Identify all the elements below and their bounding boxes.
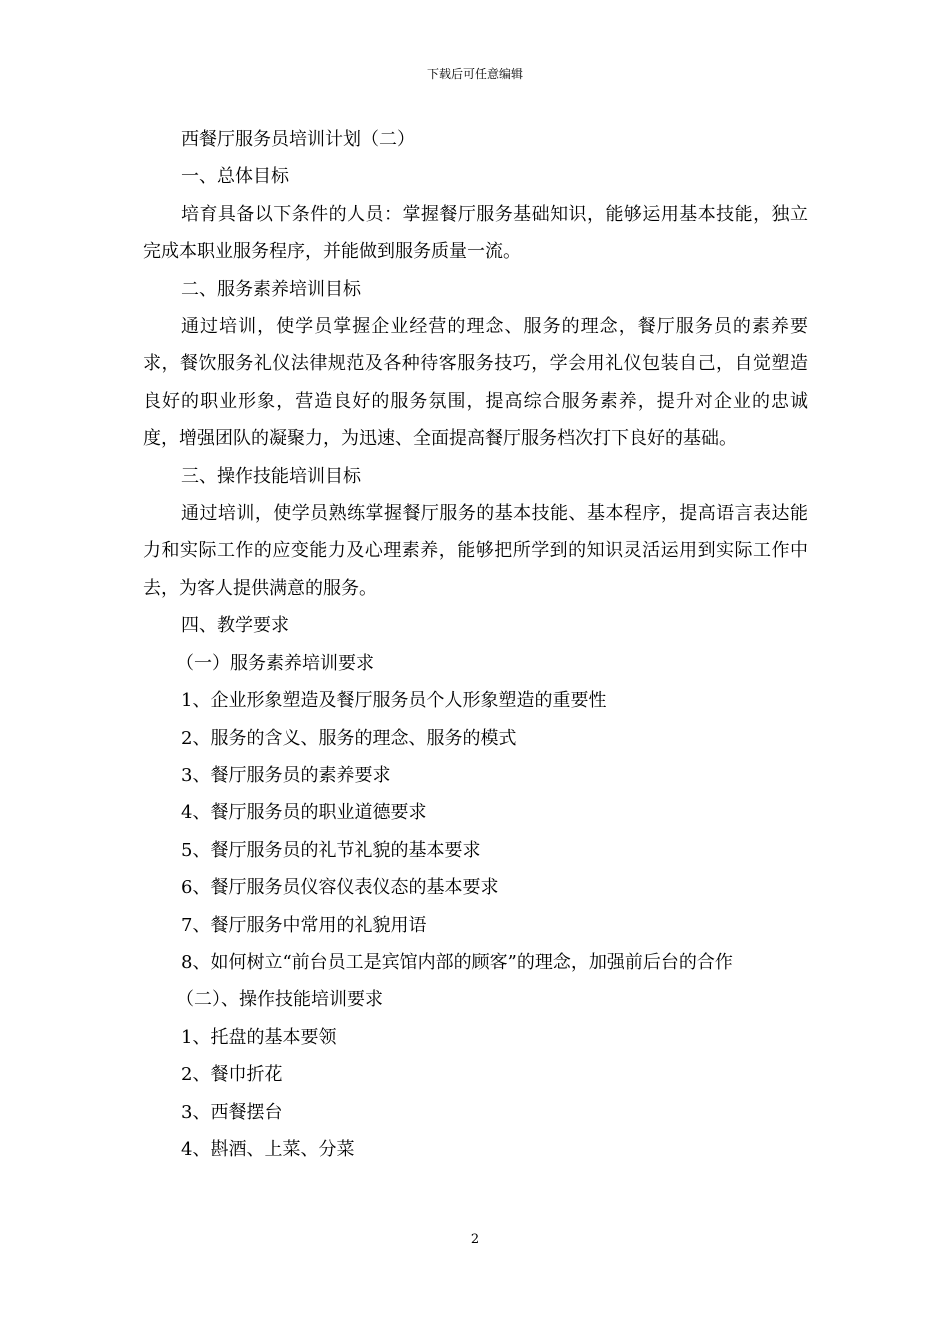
section-2-heading: 二、服务素养培训目标 [181,278,361,300]
subsection-1-item: 8、如何树立“前台员工是宾馆内部的顾客”的理念，加强前后台的合作 [181,951,733,973]
subsection-1-item: 3、餐厅服务员的素养要求 [181,764,391,786]
section-2-body: 通过培训，使学员掌握企业经营的理念、服务的理念，餐厅服务员的素养要求，餐饮服务礼仪法律规范及各种待客服务技巧，学会用礼仪包装自己，自觉塑造良好的职业形象，营造良好的服务氛围，提高综合服务素养，提升对企业的忠诚度，增强团队的凝聚力，为迅速、全面提高餐厅服务档次打下良好的基础。 [143,316,808,450]
document-title: 西餐厅服务员培训计划（二） [181,129,415,150]
section-4-heading: 四、教学要求 [181,615,289,637]
subsection-1-heading: （一）服务素养培训要求 [176,652,374,674]
subsection-1-item: 1、企业形象塑造及餐厅服务员个人形象塑造的重要性 [181,690,607,712]
subsection-2-item: 3、西餐摆台 [181,1101,283,1123]
section-3-body: 通过培训，使学员熟练掌握餐厅服务的基本技能、基本程序，提高语言表达能力和实际工作的应变能力及心理素养，能够把所学到的知识灵活运用到实际工作中去，为客人提供满意的服务。 [143,503,808,599]
subsection-1-item: 6、餐厅服务员仪容仪表仪态的基本要求 [181,877,499,899]
subsection-1-item: 4、餐厅服务员的职业道德要求 [181,802,427,824]
subsection-1-item: 2、服务的含义、服务的理念、服务的模式 [181,727,517,749]
page-header-note: 下载后可任意编辑 [426,67,523,81]
subsection-1-item: 7、餐厅服务中常用的礼貌用语 [181,914,427,936]
section-3-heading: 三、操作技能培训目标 [181,465,361,487]
page-number: 2 [470,1232,480,1247]
subsection-1-item: 5、餐厅服务员的礼节礼貌的基本要求 [181,839,481,861]
subsection-2-item: 1、托盘的基本要领 [181,1026,337,1048]
subsection-2-item: 2、餐巾折花 [181,1064,283,1086]
subsection-2-heading: （二）、操作技能培训要求 [176,989,383,1011]
section-1-body: 培育具备以下条件的人员：掌握餐厅服务基础知识，能够运用基本技能，独立完成本职业服务程序，并能做到服务质量一流。 [143,203,808,263]
section-1-heading: 一、总体目标 [181,166,289,188]
document-body [143,121,808,1168]
subsection-2-item: 4、斟酒、上菜、分菜 [181,1138,355,1160]
